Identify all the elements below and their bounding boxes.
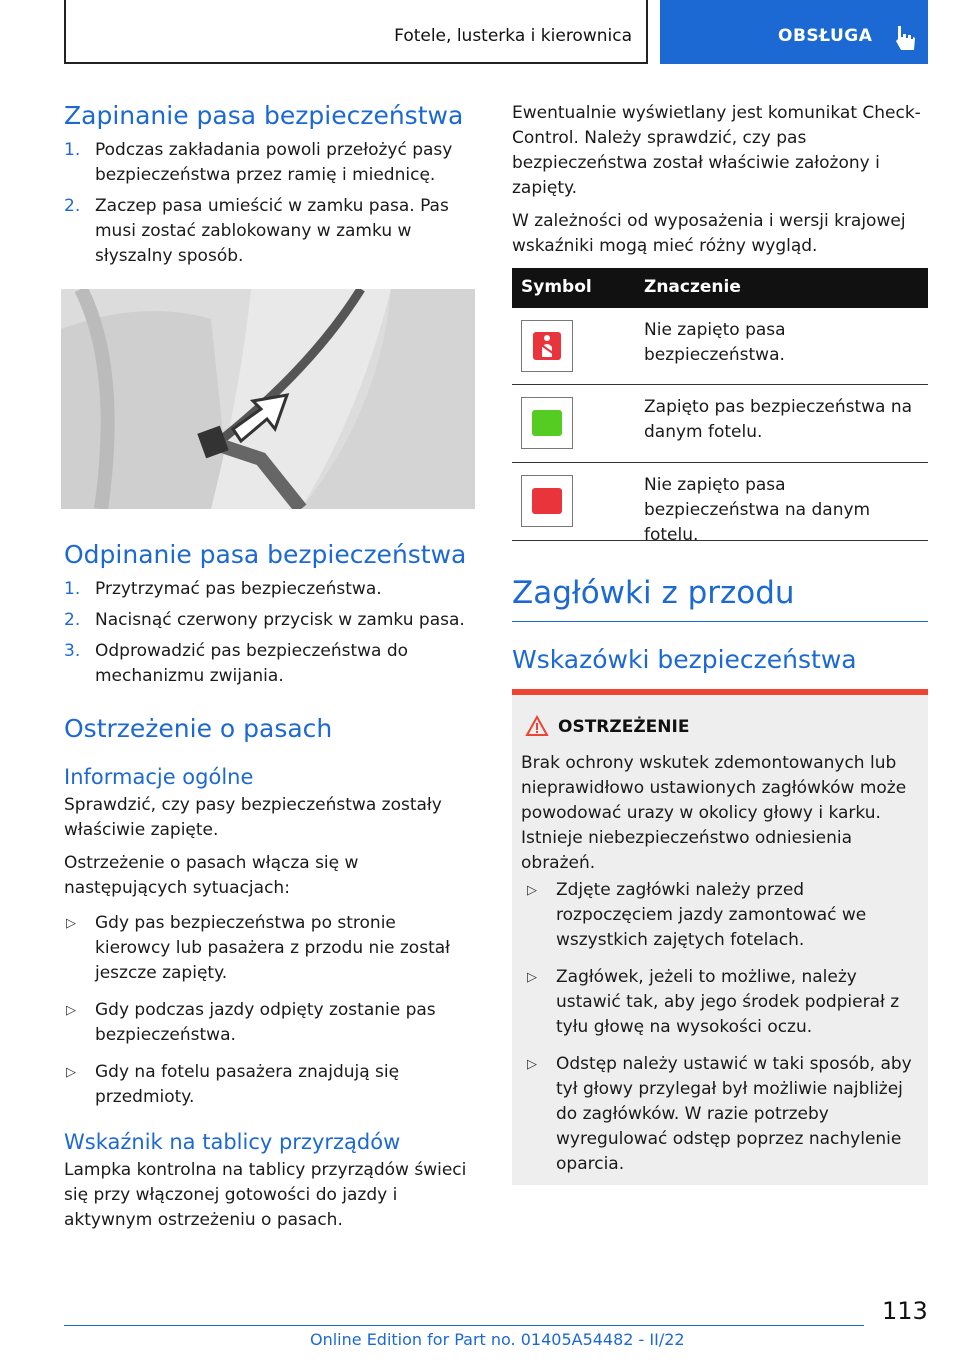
chapter-title: Fotele, lusterka i kierownica bbox=[394, 26, 632, 46]
column-header-meaning: Znaczenie bbox=[644, 277, 741, 297]
fasten-heading: Zapinanie pasa bezpieczeństwa bbox=[64, 101, 464, 130]
warning-bullets bbox=[525, 878, 917, 1189]
safety-heading-block bbox=[512, 645, 928, 674]
hand-pointer-icon bbox=[894, 24, 916, 52]
warning-triangle-icon bbox=[525, 715, 555, 743]
meaning-text: Nie zapięto pasa bezpieczeństwa. bbox=[644, 320, 786, 365]
footer-edition: Online Edition for Part no. 01405A54482 - II/22 bbox=[310, 1330, 685, 1349]
list-item: ▷ Zdjęte zagłówki należy przed rozpoczęciem jazdy zamontować we wszystkich zajętych fotelach. bbox=[527, 880, 867, 950]
general-heading: Informacje ogólne bbox=[64, 765, 254, 789]
indicator-paragraph: Lampka kontrolna na tablicy przyrządów świeci się przy włączonej gotowości do jazdy i aktywnym ostrzeżeniu o pasach. bbox=[64, 1160, 467, 1230]
indicator-table bbox=[512, 268, 928, 545]
list-item: ▷ Gdy podczas jazdy odpięty zostanie pas bezpieczeństwa. bbox=[66, 1000, 436, 1045]
red-indicator-icon bbox=[521, 475, 573, 527]
reminder-bullets bbox=[64, 911, 476, 1110]
seat-illustration bbox=[61, 289, 475, 509]
section-tab-label: OBSŁUGA bbox=[778, 26, 873, 46]
footer-rule bbox=[64, 1325, 864, 1326]
list-item: ▷ Gdy pas bezpieczeństwa po stronie kierowcy lub pasażera z przodu nie został jeszcze zapięty. bbox=[66, 913, 450, 983]
check-control-section bbox=[512, 101, 928, 259]
meaning-text: Zapięto pas bezpieczeństwa na danym fotelu. bbox=[644, 397, 913, 442]
reminder-section bbox=[64, 714, 476, 1233]
list-item: ▷ Zagłówek, jeżeli to możliwe, należy ustawić tak, aby jego środek podpierał z tyłu głowę na wysokości oczu. bbox=[527, 967, 900, 1037]
list-item: 2. Zaczep pasa umieścić w zamku pasa. Pas musi zostać zablokowany w zamku w słyszalny sposób. bbox=[64, 196, 449, 266]
list-item: 3. Odprowadzić pas bezpieczeństwa do mechanizmu zwijania. bbox=[64, 641, 409, 686]
meaning-text: Nie zapięto pasa bezpieczeństwa na danym fotelu. bbox=[644, 475, 871, 545]
list-item: ▷ Odstęp należy ustawić w taki sposób, aby tył głowy przylegał był możliwie najbliżej do zagłówków. W razie potrzeby wyregulować odstęp poprzez nachylenie oparcia. bbox=[527, 1054, 912, 1174]
heading-rule bbox=[512, 621, 928, 622]
warning-box bbox=[512, 689, 928, 1185]
list-item: 1. Przytrzymać pas bezpieczeństwa. bbox=[64, 579, 382, 599]
green-indicator-icon bbox=[521, 397, 573, 449]
fasten-section bbox=[64, 101, 476, 275]
list-item: ▷ Gdy na fotelu pasażera znajdują się przedmioty. bbox=[66, 1062, 400, 1107]
warning-title: OSTRZEŻENIE bbox=[558, 717, 690, 737]
check-control-paragraph: Ewentualnie wyświetlany jest komunikat Check-Control. Należy sprawdzić, czy pas bezpieczeństwa został właściwie założony i zapięty. bbox=[512, 103, 921, 198]
unfasten-steps bbox=[64, 577, 476, 689]
unfasten-section bbox=[64, 540, 476, 695]
list-item: 2. Nacisnąć czerwony przycisk w zamku pasa. bbox=[64, 610, 465, 630]
seatbelt-buckle-illustration bbox=[61, 289, 475, 509]
headrests-heading-block bbox=[512, 575, 928, 611]
table-row bbox=[512, 308, 928, 385]
reminder-paragraph-2: Ostrzeżenie o pasach włącza się w następujących sytuacjach: bbox=[64, 853, 359, 898]
indicator-heading: Wskaźnik na tablicy przyrządów bbox=[64, 1130, 401, 1154]
safety-heading: Wskazówki bezpieczeństwa bbox=[512, 645, 857, 674]
seatbelt-warning-icon bbox=[521, 320, 573, 372]
list-item: 1. Podczas zakładania powoli przełożyć pasy bezpieczeństwa przez ramię i miednicę. bbox=[64, 140, 453, 185]
column-header-symbol: Symbol bbox=[521, 277, 592, 297]
warning-text: Brak ochrony wskutek zdemontowanych lub nieprawidłowo ustawionych zagłówków może powodować urazy w okolicy głowy i karku. Istnieje niebezpieczeństwo odniesienia obrażeń. bbox=[521, 753, 907, 873]
table-row bbox=[512, 385, 928, 463]
fasten-steps bbox=[64, 138, 476, 269]
table-row bbox=[512, 463, 928, 545]
header-box bbox=[64, 0, 648, 64]
reminder-heading: Ostrzeżenie o pasach bbox=[64, 714, 333, 743]
section-tab[interactable] bbox=[660, 0, 928, 64]
variant-paragraph: W zależności od wyposażenia i wersji krajowej wskaźniki mogą mieć różny wygląd. bbox=[512, 211, 906, 256]
reminder-paragraph-1: Sprawdzić, czy pasy bezpieczeństwa zostały właściwie zapięte. bbox=[64, 795, 442, 840]
headrests-heading: Zagłówki z przodu bbox=[512, 575, 795, 611]
unfasten-heading: Odpinanie pasa bezpieczeństwa bbox=[64, 540, 467, 569]
page-number: 113 bbox=[882, 1297, 928, 1325]
table-header bbox=[512, 268, 928, 308]
